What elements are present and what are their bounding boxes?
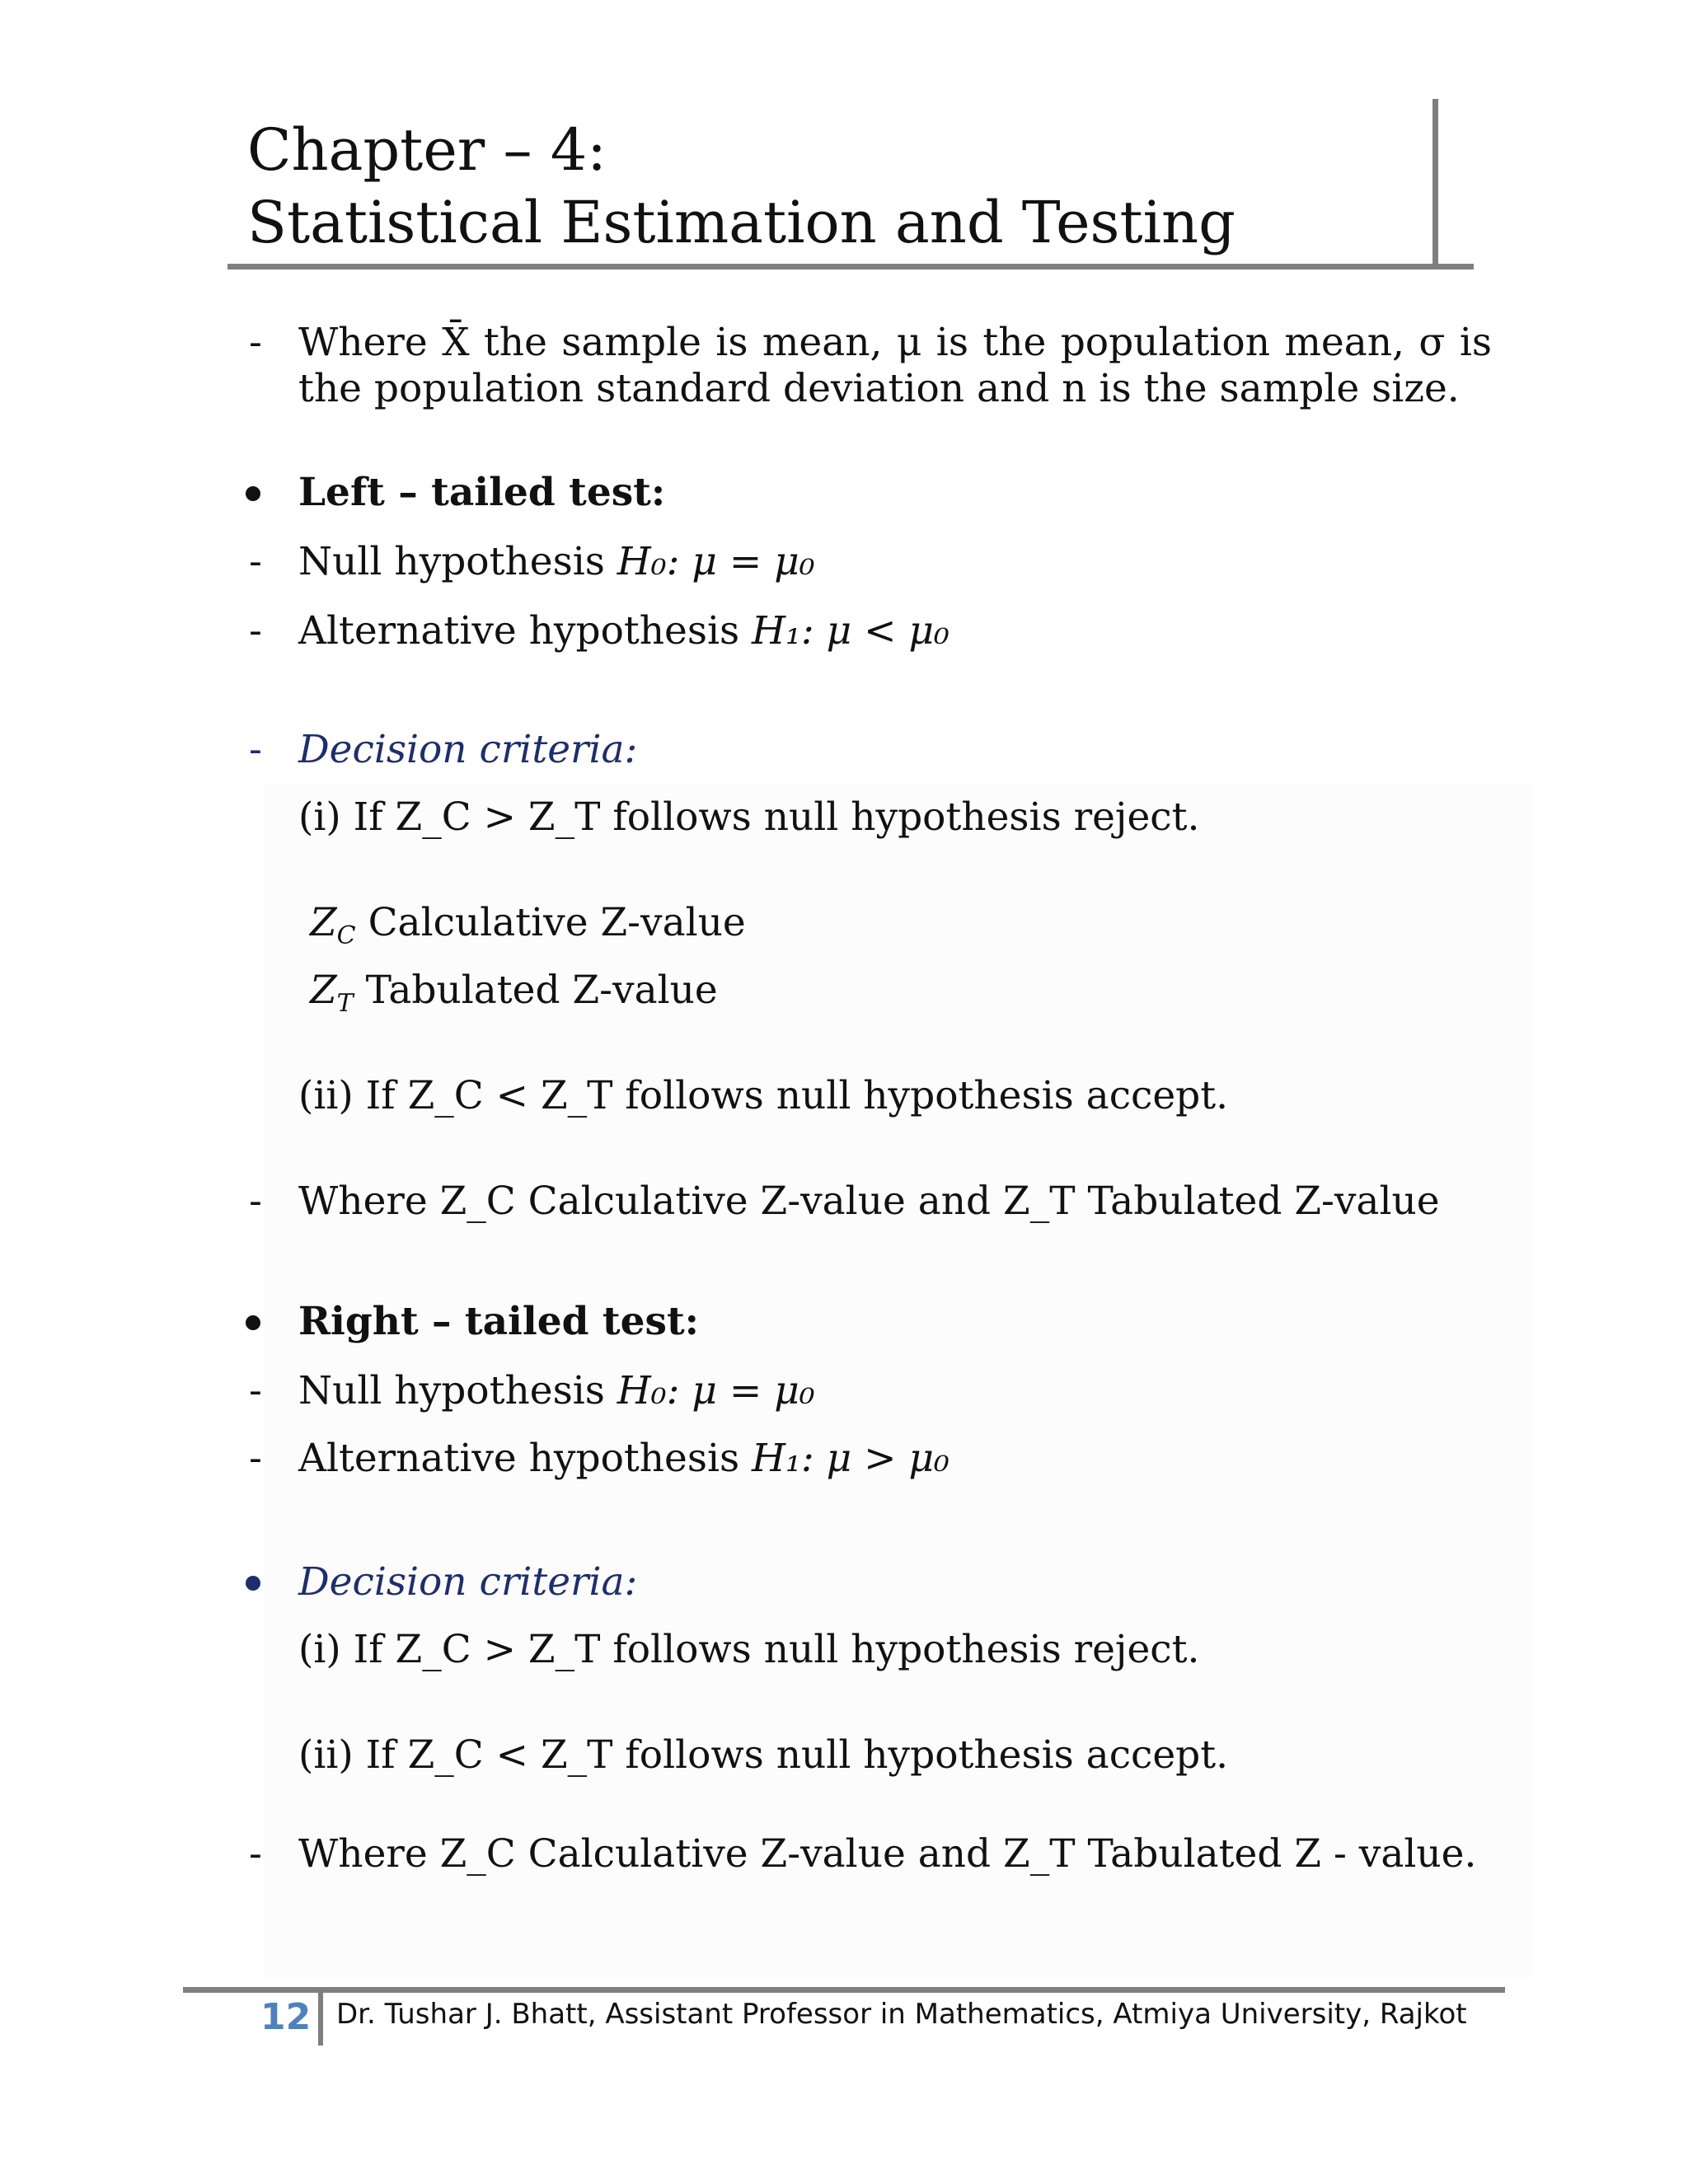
left-null-formula: H₀: μ = μ₀	[617, 539, 815, 584]
left-decision-heading: Decision criteria:	[298, 727, 638, 772]
zc-definition-label: Calculative Z-value	[368, 900, 746, 945]
zt-symbol: $Z_T$	[310, 968, 354, 1018]
left-alt-hypothesis	[298, 608, 950, 654]
dash-marker: -	[249, 1436, 262, 1481]
zt-definition-label: Tabulated Z-value	[365, 968, 718, 1013]
dash-marker: -	[249, 1179, 262, 1224]
chapter-number: Chapter – 4:	[247, 116, 607, 184]
right-decision-heading: Decision criteria:	[298, 1559, 638, 1605]
left-rule-i: (i) If Z_C > Z_T follows null hypothesis reject.	[298, 794, 1200, 840]
footer-divider	[183, 1987, 1505, 1993]
right-rule-i: (i) If Z_C > Z_T follows null hypothesis reject.	[298, 1627, 1200, 1672]
right-rule-ii: (ii) If Z_C < Z_T follows null hypothesis accept.	[298, 1732, 1229, 1778]
bullet-marker	[246, 1315, 260, 1330]
dash-marker: -	[249, 320, 262, 365]
zc-definition	[310, 900, 746, 950]
right-tailed-heading: Right – tailed test:	[298, 1299, 700, 1344]
intro-paragraph: Where X̄ the sample is mean, μ is the population mean, σ is the population standard deviation and n is the sample size.	[298, 320, 1492, 411]
dash-marker: -	[249, 727, 262, 772]
footer-divider-vertical	[318, 1990, 323, 2046]
left-where-note: Where Z_C Calculative Z-value and Z_T Tabulated Z-value	[298, 1179, 1440, 1224]
right-null-label: Null hypothesis	[298, 1368, 617, 1413]
zt-definition	[310, 968, 718, 1018]
right-alt-formula: H₁: μ > μ₀	[752, 1436, 950, 1481]
right-null-hypothesis	[298, 1368, 815, 1414]
page-number: 12	[260, 1996, 312, 2038]
dash-marker: -	[249, 1831, 262, 1877]
zc-symbol: $Z_C$	[310, 900, 356, 950]
header-divider	[227, 264, 1474, 269]
bullet-marker	[246, 486, 260, 501]
left-null-label: Null hypothesis	[298, 539, 617, 584]
dash-marker: -	[249, 539, 262, 584]
right-alt-label: Alternative hypothesis	[298, 1436, 753, 1481]
bullet-marker	[246, 1576, 260, 1591]
right-alt-hypothesis	[298, 1436, 950, 1482]
dash-marker: -	[249, 608, 262, 654]
right-where-note: Where Z_C Calculative Z-value and Z_T Tabulated Z - value.	[298, 1831, 1477, 1877]
chapter-title: Statistical Estimation and Testing	[247, 189, 1236, 256]
left-alt-label: Alternative hypothesis	[298, 608, 753, 654]
left-null-hypothesis	[298, 539, 815, 585]
left-rule-ii: (ii) If Z_C < Z_T follows null hypothesis accept.	[298, 1073, 1229, 1118]
dash-marker: -	[249, 1368, 262, 1413]
left-alt-formula: H₁: μ < μ₀	[752, 608, 950, 654]
header-divider-vertical	[1432, 99, 1438, 269]
left-tailed-heading: Left – tailed test:	[298, 470, 666, 515]
right-null-formula: H₀: μ = μ₀	[617, 1368, 815, 1413]
footer-author: Dr. Tushar J. Bhatt, Assistant Professor in Mathematics, Atmiya University, Rajkot	[336, 1998, 1467, 2031]
chapter-heading	[247, 114, 1236, 259]
